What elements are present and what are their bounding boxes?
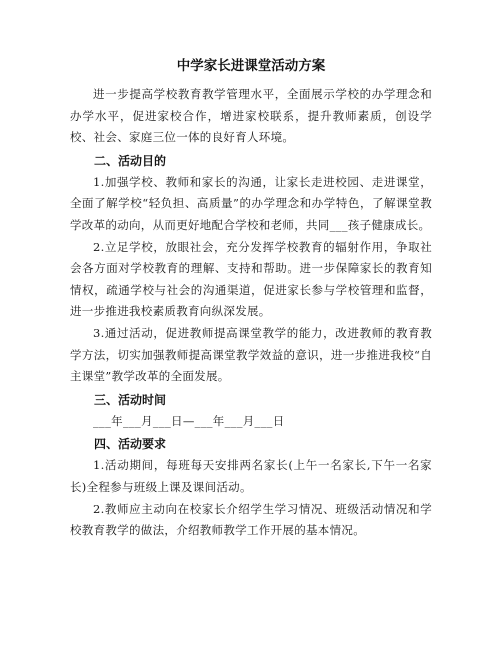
requirements-paragraph-2: 2.教师应主动向在校家长介绍学生学习情况、班级活动情况和学校教育教学的做法，介绍教师教学工作开展的基本情况。 <box>70 501 432 538</box>
section-heading-time: 三、活动时间 <box>94 392 167 407</box>
intro-paragraph: 进一步提高学校教育教学管理水平，全面展示学校的办学理念和办学水平，促进家校合作，增进家校联系，提升教师素质，创设学校、社会、家庭三位一体的良好育人环境。 <box>70 87 432 145</box>
purpose-paragraph-3: 3.通过活动，促进教师提高课堂教学的能力，改进教师的教育教学方法，切实加强教师提高课堂教学效益的意识，进一步推进我校“自主课堂”教学改革的全面发展。 <box>70 325 432 384</box>
purpose-paragraph-1: 1.加强学校、教师和家长的沟通，让家长走进校园、走进课堂，全面了解学校“轻负担、高质量”的办学理念和办学特色，了解课堂教学改革的动向，从而更好地配合学校和老师，共同___孩子健康成长。 <box>70 174 432 232</box>
requirements-paragraph-1: 1.活动期间，每班每天安排两名家长(上午一名家长,下午一名家长)全程参与班级上课及课间活动。 <box>70 458 432 494</box>
section-heading-purpose: 二、活动目的 <box>94 153 167 168</box>
document-title: 中学家长进课堂活动方案 <box>176 58 326 74</box>
purpose-paragraph-2: 2.立足学校，放眼社会，充分发挥学校教育的辐射作用，争取社会各方面对学校教育的理解、支持和帮助。进一步保障家长的教育知情权，疏通学校与社会的沟通渠道，促进家长参与学校管理和监督，进一步推进我校素质教育向纵深发展。 <box>70 239 432 319</box>
section-heading-requirements: 四、活动要求 <box>94 437 167 452</box>
time-paragraph: ___年___月___日—___年___月___日 <box>93 413 285 428</box>
